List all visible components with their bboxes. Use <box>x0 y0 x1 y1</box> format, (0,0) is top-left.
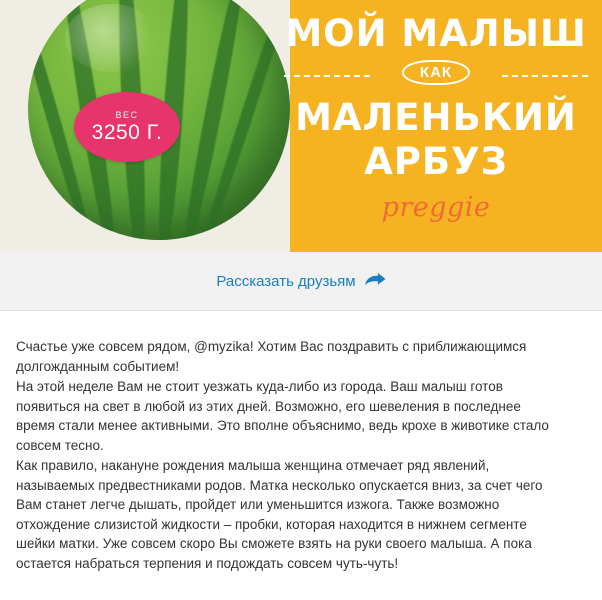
headline-line-2: МАЛЕНЬКИЙ АРБУЗ <box>295 96 577 183</box>
hero-headline <box>278 12 594 223</box>
headline-middle-row <box>278 60 594 94</box>
dashed-rule-right <box>502 75 588 77</box>
headline-line-1: МОЙ МАЛЫШ <box>285 12 587 55</box>
weight-badge <box>74 92 180 162</box>
article-paragraph: Как правило, накануне рождения малыша женщина отмечает ряд явлений, называемых предвестниками родов. Матка несколько опускается вниз, за счет чего Вам станет легче дышать, пройдет или уменьшится изжога. Также возможно отхождение слизистой жидкости – пробки, которая находится в нижнем сегменте шейки матки. Уже совсем скоро Вы сможете взять на руки своего малыша. А пока остается набраться терпения и подождать совсем чуть-чуть! <box>16 458 543 571</box>
weight-label: ВЕС <box>115 109 139 120</box>
article-body <box>0 311 570 573</box>
hero-banner <box>0 0 602 252</box>
brand-logo-text: preggie <box>381 192 491 223</box>
weight-value: 3250 Г. <box>91 120 163 144</box>
share-link-label: Рассказать друзьям <box>216 272 356 290</box>
share-with-friends-link[interactable] <box>216 273 385 290</box>
headline-middle-word: КАК <box>402 60 470 85</box>
share-bar <box>0 252 602 311</box>
article-paragraph: На этой неделе Вам не стоит уезжать куда-либо из города. Ваш малыш готов появиться на свет в любой из этих дней. Возможно, его шевеления в последнее время стали менее активными. Это вполне объяснимо, ведь крохе в животике стало совсем тесно. <box>16 379 549 453</box>
dashed-rule-left <box>284 75 370 77</box>
share-arrow-icon <box>364 273 386 289</box>
article-paragraph: Счастье уже совсем рядом, @myzika! Хотим Вас поздравить с приближающимся долгожданным событием! <box>16 339 527 374</box>
